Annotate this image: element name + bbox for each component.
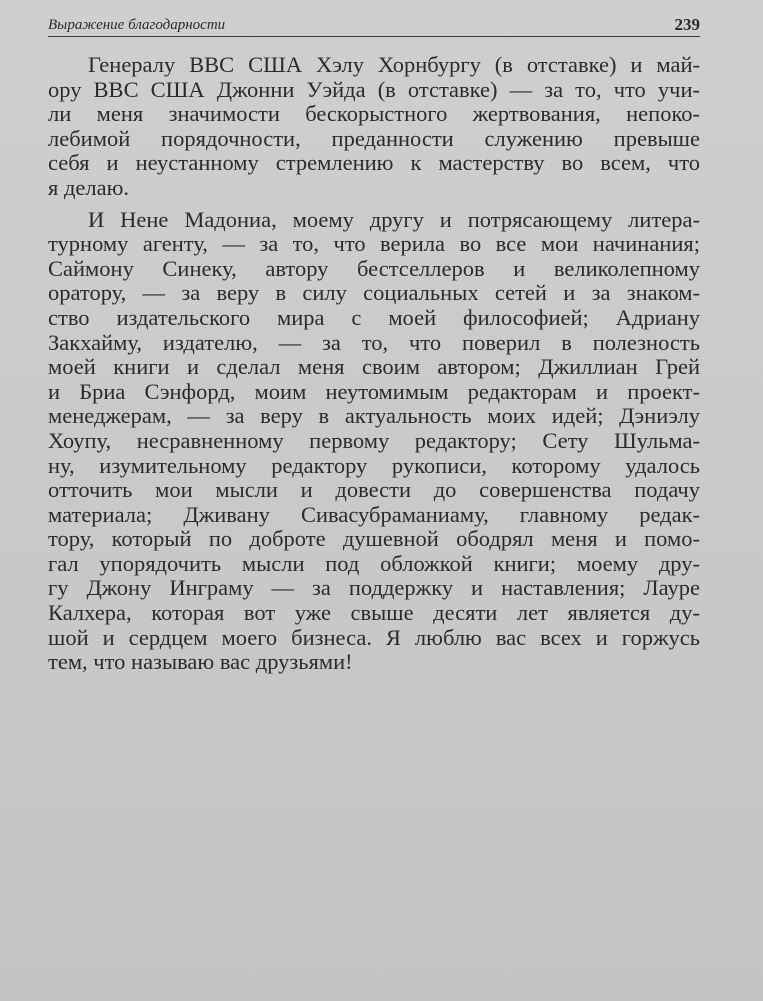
page-body	[48, 53, 700, 675]
text-line: Генералу ВВС США Хэлу Хорнбургу (в отставке) и май-	[88, 52, 700, 77]
text-line: ство издательского мира с моей философией; Адриану	[48, 304, 700, 330]
text-line: оратору, — за веру в силу социальных сетей и за знаком-	[48, 280, 700, 306]
text-line: гу Джону Инграму — за поддержку и наставления; Лауре	[48, 575, 700, 601]
paragraph	[48, 208, 700, 675]
text-line: моей книги и сделал меня своим автором; Джиллиан Грей	[48, 354, 700, 380]
paragraph	[48, 53, 700, 201]
text-line: отточить мои мысли и довести до совершенства подачу	[48, 477, 700, 503]
page-header	[48, 12, 700, 37]
text-line: шой и сердцем моего бизнеса. Я люблю вас всех и горжусь	[48, 624, 700, 650]
text-line: менеджерам, — за веру в актуальность моих идей; Дэниэлу	[48, 403, 700, 429]
text-line: ору ВВС США Джонни Уэйда (в отставке) — за то, что учи-	[48, 76, 700, 102]
text-line: ну, изумительному редактору рукописи, которому удалось	[48, 452, 700, 478]
text-line: себя и неустанному стремлению к мастерству во всем, что	[48, 150, 700, 176]
text-line: И Нене Мадониа, моему другу и потрясающему литера-	[88, 206, 700, 232]
text-line: Закхайму, издателю, — за то, что поверил в полезность	[48, 329, 700, 355]
text-line: Саймону Синеку, автору бестселлеров и великолепному	[48, 255, 700, 281]
text-line: Калхера, которая вот уже свыше десяти лет является ду-	[48, 600, 700, 626]
text-line: тору, который по доброте душевной ободрял меня и помо-	[48, 526, 700, 552]
text-line: лебимой порядочности, преданности служению превыше	[48, 125, 700, 151]
text-line: материала; Дживану Сивасубраманиаму, главному редак-	[48, 501, 700, 527]
text-line: тем, что называю вас друзьями!	[48, 649, 353, 675]
text-line: гал упорядочить мысли под обложкой книги; моему дру-	[48, 550, 700, 576]
text-line: ли меня значимости бескорыстного жертвования, непоко-	[48, 101, 700, 127]
text-line: Хоупу, несравненному первому редактору; Сету Шульма-	[48, 427, 700, 453]
text-line: я делаю.	[48, 174, 130, 200]
text-line: и Бриа Сэнфорд, моим неутомимым редакторам и проект-	[48, 378, 700, 404]
text-line: турному агенту, — за то, что верила во все мои начинания;	[48, 231, 700, 257]
running-title: Выражение благодарности	[48, 17, 226, 33]
page-number: 239	[674, 15, 700, 34]
